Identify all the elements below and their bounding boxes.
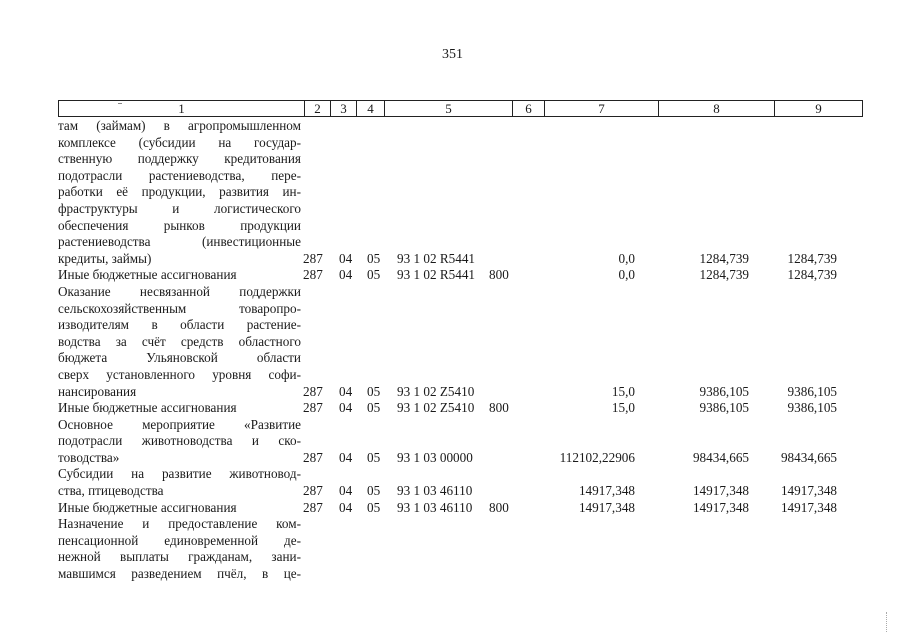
description-line: Субсидии на развитие животновод- xyxy=(58,466,301,482)
table-row xyxy=(58,466,848,499)
subsection-code: 05 xyxy=(367,383,381,399)
ministry-code: 287 xyxy=(303,483,323,499)
amount-col-9: 9386,105 xyxy=(787,383,837,399)
amount-col-8: 14917,348 xyxy=(692,483,749,499)
ministry-code xyxy=(301,516,333,582)
table-row xyxy=(58,500,848,517)
page-number: 351 xyxy=(442,47,463,62)
description-cell xyxy=(58,466,301,499)
expense-type-code xyxy=(485,516,523,582)
target-article-code: 93 1 03 46110 xyxy=(397,499,473,515)
amount-col-8: 1284,739 xyxy=(699,267,749,283)
amount-col-7: 112102,22906 xyxy=(559,449,635,465)
amount-col-9: 1284,739 xyxy=(787,267,837,283)
description-cell xyxy=(58,516,301,582)
table-row xyxy=(58,267,848,284)
ministry-code: 287 xyxy=(303,400,323,416)
table-row xyxy=(58,400,848,417)
table-row xyxy=(58,284,848,400)
description-line: Основное мероприятие «Развитие xyxy=(58,416,301,432)
description-cell xyxy=(58,400,301,417)
section-code: 04 xyxy=(339,250,353,266)
amount-col-9 xyxy=(749,516,837,582)
column-header-table xyxy=(58,100,863,117)
column-header-1: 1 xyxy=(59,101,305,117)
expense-type-code xyxy=(485,284,523,400)
target-article-code: 93 1 02 R5441 xyxy=(397,250,476,266)
subsection-code xyxy=(361,516,391,582)
description-line: работки её продукции, развития ин- xyxy=(58,184,301,200)
amount-col-9: 98434,665 xyxy=(780,449,837,465)
column-header-3: 3 xyxy=(331,101,357,117)
expense-type-code xyxy=(485,417,523,467)
description-line: нансирования xyxy=(58,383,137,399)
description-line: пенсационной единовременной де- xyxy=(58,532,301,548)
target-article-code: 93 1 02 R5441 xyxy=(397,267,476,283)
subsection-code: 05 xyxy=(367,267,381,283)
amount-col-7: 15,0 xyxy=(611,383,635,399)
section-code xyxy=(333,516,361,582)
amount-col-8: 9386,105 xyxy=(699,383,749,399)
target-article-code xyxy=(391,516,485,582)
section-code: 04 xyxy=(339,267,353,283)
amount-col-7: 0,0 xyxy=(618,267,635,283)
subsection-code: 05 xyxy=(367,483,381,499)
column-header-4: 4 xyxy=(357,101,385,117)
description-line: сельскохозяйственным товаропро- xyxy=(58,300,301,316)
column-header-9: 9 xyxy=(775,101,863,117)
column-header-5: 5 xyxy=(385,101,513,117)
amount-col-8: 1284,739 xyxy=(699,250,749,266)
description-line: нежной выплаты гражданам, зани- xyxy=(58,549,301,565)
description-line: подотрасли растениеводства, пере- xyxy=(58,167,301,183)
subsection-code: 05 xyxy=(367,250,381,266)
expense-type-code xyxy=(485,466,523,499)
amount-col-8: 14917,348 xyxy=(692,499,749,515)
description-line: комплексе (субсидии на государ- xyxy=(58,134,301,150)
scan-speck xyxy=(118,103,122,104)
subsection-code: 05 xyxy=(367,449,381,465)
ministry-code: 287 xyxy=(303,250,323,266)
amount-col-9: 14917,348 xyxy=(780,483,837,499)
amount-col-7: 14917,348 xyxy=(578,483,635,499)
description-line: фраструктуры и логистического xyxy=(58,200,301,216)
description-line: ства, птицеводства xyxy=(58,483,164,499)
amount-col-7 xyxy=(523,516,635,582)
description-line: Оказание несвязанной поддержки xyxy=(58,283,301,299)
description-line: мавшимся разведением пчёл, в це- xyxy=(58,566,301,582)
amount-col-7: 0,0 xyxy=(618,250,635,266)
table-row xyxy=(58,118,848,267)
description-cell xyxy=(58,267,301,284)
description-line: Иные бюджетные ассигнования xyxy=(58,267,237,283)
table-row xyxy=(58,516,848,582)
description-line: обеспечения рынков продукции xyxy=(58,217,301,233)
description-line: кредиты, займы) xyxy=(58,250,152,266)
description-line: растениеводства (инвестиционные xyxy=(58,234,301,250)
description-line: подотрасли животноводства и ско- xyxy=(58,433,301,449)
ministry-code: 287 xyxy=(303,383,323,399)
description-line: Иные бюджетные ассигнования xyxy=(58,499,237,515)
amount-col-7: 15,0 xyxy=(611,400,635,416)
expense-type-code: 800 xyxy=(489,400,509,416)
expense-type-code: 800 xyxy=(489,499,509,515)
amount-col-9: 1284,739 xyxy=(787,250,837,266)
description-line: там (займам) в агропромышленном xyxy=(58,118,301,133)
description-cell xyxy=(58,284,301,400)
amount-col-8: 9386,105 xyxy=(699,400,749,416)
subsection-code: 05 xyxy=(367,400,381,416)
description-line: изводителям в области растение- xyxy=(58,317,301,333)
budget-table-body xyxy=(58,118,848,583)
section-code: 04 xyxy=(339,499,353,515)
ministry-code: 287 xyxy=(303,449,323,465)
amount-col-8: 98434,665 xyxy=(692,449,749,465)
description-cell xyxy=(58,417,301,467)
amount-col-9: 9386,105 xyxy=(787,400,837,416)
amount-col-9: 14917,348 xyxy=(780,499,837,515)
section-code: 04 xyxy=(339,483,353,499)
section-code: 04 xyxy=(339,400,353,416)
column-header-2: 2 xyxy=(305,101,331,117)
description-line: бюджета Ульяновской области xyxy=(58,350,301,366)
amount-col-8 xyxy=(635,516,749,582)
description-line: сверх установленного уровня софи- xyxy=(58,366,301,382)
ministry-code: 287 xyxy=(303,499,323,515)
target-article-code: 93 1 02 Z5410 xyxy=(397,383,475,399)
section-code: 04 xyxy=(339,383,353,399)
column-header-7: 7 xyxy=(545,101,659,117)
description-line: ственную поддержку кредитования xyxy=(58,151,301,167)
column-header-8: 8 xyxy=(659,101,775,117)
subsection-code: 05 xyxy=(367,499,381,515)
description-line: товодства» xyxy=(58,449,120,465)
target-article-code: 93 1 02 Z5410 xyxy=(397,400,475,416)
description-cell xyxy=(58,500,301,517)
target-article-code: 93 1 03 46110 xyxy=(397,483,473,499)
expense-type-code xyxy=(485,118,523,267)
description-line: водства за счёт средств областного xyxy=(58,333,301,349)
target-article-code: 93 1 03 00000 xyxy=(397,449,473,465)
description-cell xyxy=(58,118,301,267)
column-header-6: 6 xyxy=(513,101,545,117)
scan-edge-mark xyxy=(886,612,888,632)
expense-type-code: 800 xyxy=(489,267,509,283)
description-line: Иные бюджетные ассигнования xyxy=(58,400,237,416)
ministry-code: 287 xyxy=(303,267,323,283)
table-row xyxy=(58,417,848,467)
section-code: 04 xyxy=(339,449,353,465)
description-line: Назначение и предоставление ком- xyxy=(58,516,301,532)
amount-col-7: 14917,348 xyxy=(578,499,635,515)
